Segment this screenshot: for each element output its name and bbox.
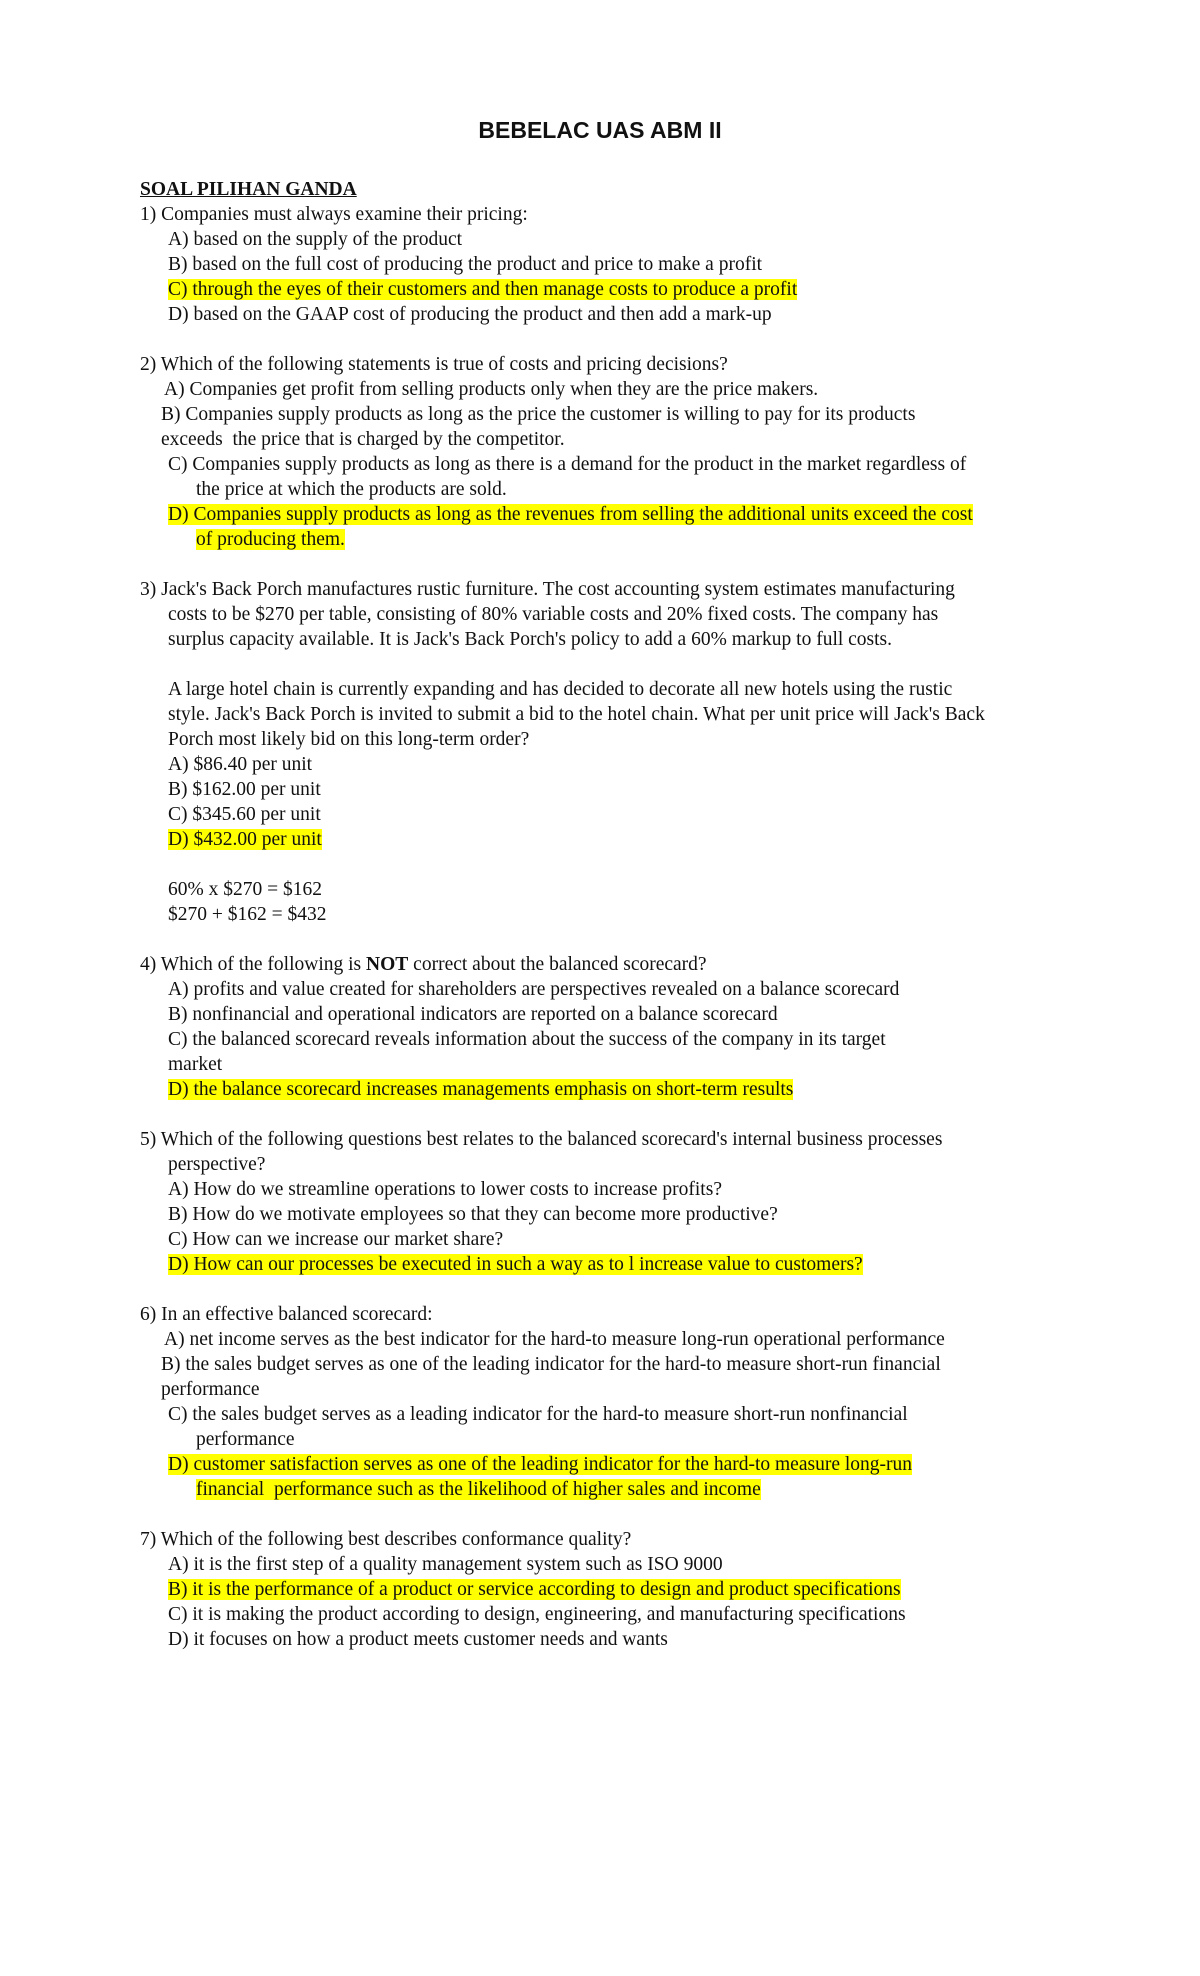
question-1-option-b: B) based on the full cost of producing the product and price to make a profit xyxy=(168,254,763,275)
question-3-option-c: C) $345.60 per unit xyxy=(168,804,321,825)
question-3-stem-cont: costs to be $270 per table, consisting of 80% variable costs and 20% fixed costs. The company has xyxy=(168,604,939,625)
question-3-calculation: $270 + $162 = $432 xyxy=(168,904,327,925)
question-2-option-c-cont: the price at which the products are sold. xyxy=(196,479,507,500)
question-4-option-a: A) profits and value created for shareholders are perspectives revealed on a balance scorecard xyxy=(168,979,900,1000)
question-2-option-d-cont xyxy=(140,527,1100,552)
question-4-option-c: C) the balanced scorecard reveals information about the success of the company in its target xyxy=(168,1029,886,1050)
question-2-option-d xyxy=(140,502,1100,527)
question-6-option-c: C) the sales budget serves as a leading indicator for the hard-to measure short-run nonfinancial xyxy=(168,1404,908,1425)
question-2-option-b: B) Companies supply products as long as the price the customer is willing to pay for its products xyxy=(161,404,916,425)
question-1-option-a: A) based on the supply of the product xyxy=(168,229,463,250)
question-5-option-b: B) How do we motivate employees so that they can become more productive? xyxy=(168,1204,778,1225)
question-5-option-c: C) How can we increase our market share? xyxy=(168,1229,504,1250)
question-3-scenario: Porch most likely bid on this long-term order? xyxy=(168,729,530,750)
question-4-option-d xyxy=(140,1077,1100,1102)
question-4 xyxy=(140,952,1100,1102)
question-6-option-b-cont: performance xyxy=(161,1379,260,1400)
question-6 xyxy=(140,1302,1100,1502)
question-list xyxy=(140,202,1100,1652)
emphasis-not: NOT xyxy=(366,954,409,975)
question-1-option-d: D) based on the GAAP cost of producing the product and then add a mark-up xyxy=(168,304,772,325)
question-3-scenario: A large hotel chain is currently expanding and has decided to decorate all new hotels using the rustic xyxy=(168,679,953,700)
answer-highlight: C) through the eyes of their customers and then manage costs to produce a profit xyxy=(168,279,798,300)
answer-highlight: of producing them. xyxy=(196,529,345,550)
question-6-option-c-cont: performance xyxy=(196,1429,295,1450)
question-6-option-b: B) the sales budget serves as one of the leading indicator for the hard-to measure short-run financial xyxy=(161,1354,941,1375)
answer-highlight: D) customer satisfaction serves as one of the leading indicator for the hard-to measure long-run xyxy=(168,1454,912,1475)
question-6-option-d xyxy=(140,1452,1100,1477)
question-1-stem: 1) Companies must always examine their pricing: xyxy=(140,204,528,225)
question-2 xyxy=(140,352,1100,552)
question-3-stem: 3) Jack's Back Porch manufactures rustic furniture. The cost accounting system estimates manufacturing xyxy=(140,579,955,600)
question-5-option-a: A) How do we streamline operations to lower costs to increase profits? xyxy=(168,1179,722,1200)
answer-highlight: D) Companies supply products as long as the revenues from selling the additional units exceed the cost xyxy=(168,504,973,525)
question-3 xyxy=(140,577,1100,927)
section-heading: SOAL PILIHAN GANDA xyxy=(140,179,357,200)
question-3-calculation: 60% x $270 = $162 xyxy=(168,879,322,900)
answer-highlight: financial performance such as the likelihood of higher sales and income xyxy=(196,1479,761,1500)
question-1-option-c xyxy=(140,277,1100,302)
question-4-option-b: B) nonfinancial and operational indicators are reported on a balance scorecard xyxy=(168,1004,778,1025)
question-5 xyxy=(140,1127,1100,1277)
answer-highlight: D) How can our processes be executed in such a way as to l increase value to customers? xyxy=(168,1254,863,1275)
question-3-option-b: B) $162.00 per unit xyxy=(168,779,321,800)
question-5-stem: 5) Which of the following questions best relates to the balanced scorecard's internal business processes xyxy=(140,1129,943,1150)
question-5-option-d xyxy=(140,1252,1100,1277)
question-7 xyxy=(140,1527,1100,1652)
question-6-stem: 6) In an effective balanced scorecard: xyxy=(140,1304,433,1325)
question-3-stem-cont: surplus capacity available. It is Jack's Back Porch's policy to add a 60% markup to full costs. xyxy=(168,629,893,650)
answer-highlight: B) it is the performance of a product or service according to design and product specifications xyxy=(168,1579,901,1600)
question-3-option-d xyxy=(140,827,1100,852)
answer-highlight: D) $432.00 per unit xyxy=(168,829,322,850)
document-title: BEBELAC UAS ABM II xyxy=(478,117,722,143)
question-4-stem: 4) Which of the following is NOT correct about the balanced scorecard? xyxy=(140,954,707,975)
question-3-option-a: A) $86.40 per unit xyxy=(168,754,313,775)
question-7-option-b xyxy=(140,1577,1100,1602)
answer-highlight: D) the balance scorecard increases managements emphasis on short-term results xyxy=(168,1079,794,1100)
question-6-option-a: A) net income serves as the best indicator for the hard-to measure long-run operational performance xyxy=(164,1329,945,1350)
question-2-option-b-cont: exceeds the price that is charged by the competitor. xyxy=(161,429,565,450)
question-5-stem-cont: perspective? xyxy=(168,1154,266,1175)
question-7-stem: 7) Which of the following best describes conformance quality? xyxy=(140,1529,632,1550)
question-3-scenario: style. Jack's Back Porch is invited to submit a bid to the hotel chain. What per unit price will Jack's Back xyxy=(168,704,985,725)
question-2-stem: 2) Which of the following statements is true of costs and pricing decisions? xyxy=(140,354,728,375)
question-7-option-a: A) it is the first step of a quality management system such as ISO 9000 xyxy=(168,1554,723,1575)
question-2-option-a: A) Companies get profit from selling products only when they are the price makers. xyxy=(164,379,819,400)
question-7-option-c: C) it is making the product according to design, engineering, and manufacturing specifications xyxy=(168,1604,906,1625)
question-4-option-c-cont: market xyxy=(168,1054,223,1075)
question-7-option-d: D) it focuses on how a product meets customer needs and wants xyxy=(168,1629,668,1650)
question-6-option-d-cont xyxy=(140,1477,1100,1502)
question-1 xyxy=(140,202,1100,327)
question-2-option-c: C) Companies supply products as long as there is a demand for the product in the market regardless of xyxy=(168,454,967,475)
